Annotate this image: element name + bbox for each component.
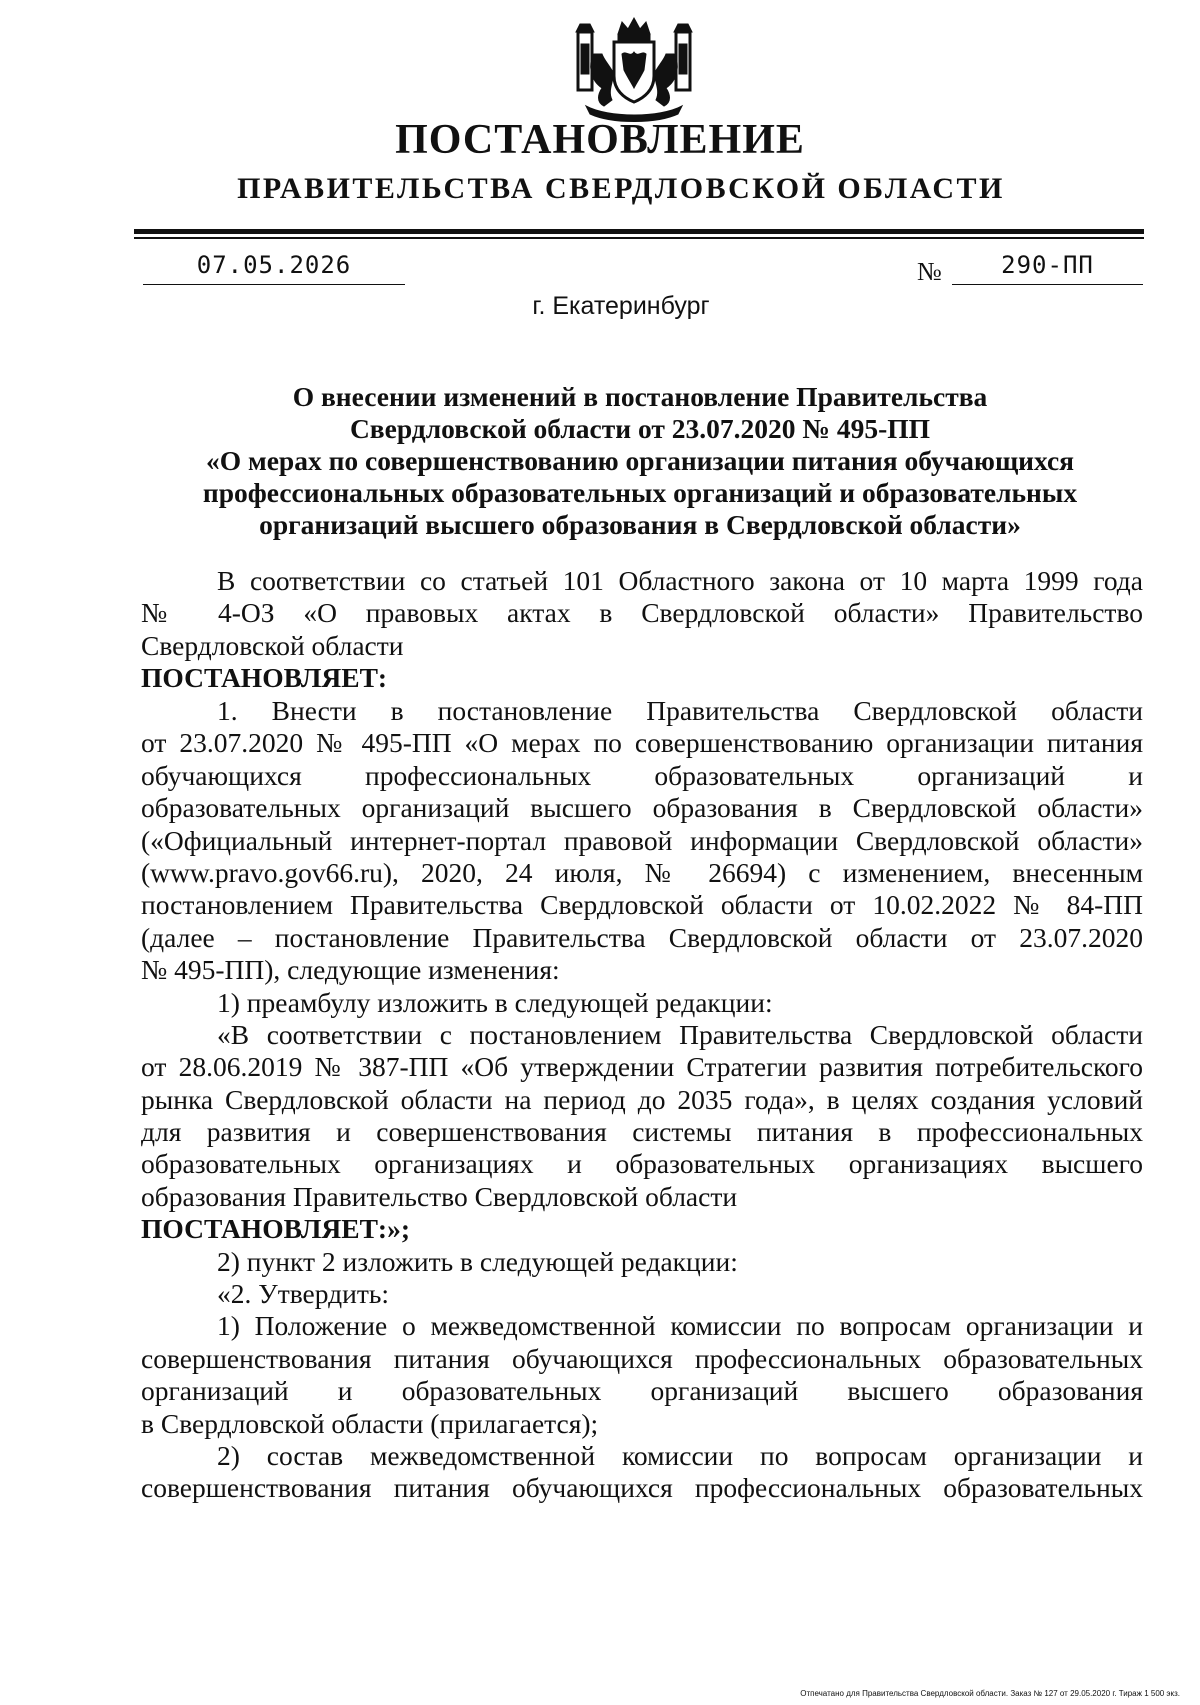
body-line: 2) состав межведомственной комиссии по вопросам организации и bbox=[217, 1439, 1143, 1471]
number-sign: № bbox=[917, 257, 942, 286]
body-line: образовательных организациях и образовательных организациях высшего bbox=[141, 1148, 1143, 1180]
body-line: «2. Утвердить: bbox=[217, 1278, 390, 1310]
body-line: образовательных организаций высшего образования в Свердловской области» bbox=[141, 792, 1143, 824]
body-line: обучающихся профессиональных образовательных организаций и bbox=[141, 759, 1143, 791]
body-line: 1) Положение о межведомственной комиссии по вопросам организации и bbox=[217, 1310, 1143, 1342]
body-line: (далее – постановление Правительства Свердловской области от 23.07.2020 bbox=[141, 921, 1143, 953]
body-line: Свердловской области bbox=[141, 629, 404, 661]
coat-of-arms-emblem bbox=[568, 14, 700, 124]
body-line: организаций и образовательных организаций высшего образования bbox=[141, 1375, 1143, 1407]
document-date: 07.05.2026 bbox=[143, 250, 405, 285]
resolves-heading: ПОСТАНОВЛЯЕТ:»; bbox=[141, 1213, 410, 1245]
issuer-heading: ПРАВИТЕЛЬСТВА СВЕРДЛОВСКОЙ ОБЛАСТИ bbox=[237, 172, 1005, 205]
title-line: Свердловской области от 23.07.2020 № 495-ПП bbox=[349, 413, 931, 444]
body-line: образования Правительство Свердловской области bbox=[141, 1180, 738, 1212]
title-line: О внесении изменений в постановление Правительства bbox=[292, 381, 988, 412]
body-line: («Официальный интернет-портал правовой информации Свердловской области» bbox=[141, 824, 1143, 856]
item-1-paragraph bbox=[141, 695, 1143, 1505]
title-line: организаций высшего образования в Свердловской области» bbox=[259, 509, 1021, 540]
print-note-footer: Отпечатано для Правительства Свердловской области. Заказ № 127 от 29.05.2020 г. Тираж 1 500 экз. bbox=[800, 1689, 1180, 1698]
preamble-paragraph bbox=[141, 565, 1143, 695]
body-line: В соответствии со статьей 101 Областного закона от 10 марта 1999 года bbox=[217, 565, 1143, 596]
body-line: № 4-ОЗ «О правовых актах в Свердловской области» Правительство bbox=[141, 597, 1143, 629]
body-line: 1) преамбулу изложить в следующей редакции: bbox=[217, 986, 773, 1018]
body-line: совершенствования питания обучающихся профессиональных образовательных bbox=[141, 1342, 1143, 1374]
document-number: 290-ПП bbox=[952, 250, 1143, 285]
body-line: для развития и совершенствования системы питания в профессиональных bbox=[141, 1116, 1143, 1148]
document-type-heading: ПОСТАНОВЛЕНИЕ bbox=[395, 117, 805, 163]
body-line: (www.pravo.gov66.ru), 2020, 24 июля, № 26694) с изменением, внесенным bbox=[141, 856, 1143, 888]
body-line: 1. Внести в постановление Правительства Свердловской области bbox=[217, 695, 1143, 726]
body-line: 2) пункт 2 изложить в следующей редакции: bbox=[217, 1245, 738, 1277]
resolves-heading: ПОСТАНОВЛЯЕТ: bbox=[141, 662, 388, 694]
header-divider-thick bbox=[134, 229, 1144, 234]
body-line: постановлением Правительства Свердловской области от 10.02.2022 № 84-ПП bbox=[141, 889, 1143, 921]
title-line: профессиональных образовательных организаций и образовательных bbox=[202, 477, 1078, 508]
title-line: «О мерах по совершенствованию организации питания обучающихся bbox=[205, 445, 1075, 476]
header-divider-thin bbox=[134, 237, 1144, 239]
body-line: от 28.06.2019 № 387-ПП «Об утверждении Стратегии развития потребительского bbox=[141, 1051, 1143, 1083]
body-line: совершенствования питания обучающихся профессиональных образовательных bbox=[141, 1472, 1143, 1504]
body-line: рынка Свердловской области на период до 2035 года», в целях создания условий bbox=[141, 1083, 1143, 1115]
document-title bbox=[140, 381, 1140, 541]
body-line: № 495-ПП), следующие изменения: bbox=[141, 954, 560, 986]
body-line: «В соответствии с постановлением Правительства Свердловской области bbox=[217, 1018, 1143, 1050]
body-line: в Свердловской области (прилагается); bbox=[141, 1407, 599, 1439]
city-line: г. Екатеринбург bbox=[532, 292, 710, 320]
body-line: от 23.07.2020 № 495-ПП «О мерах по совершенствованию организации питания bbox=[141, 727, 1143, 759]
